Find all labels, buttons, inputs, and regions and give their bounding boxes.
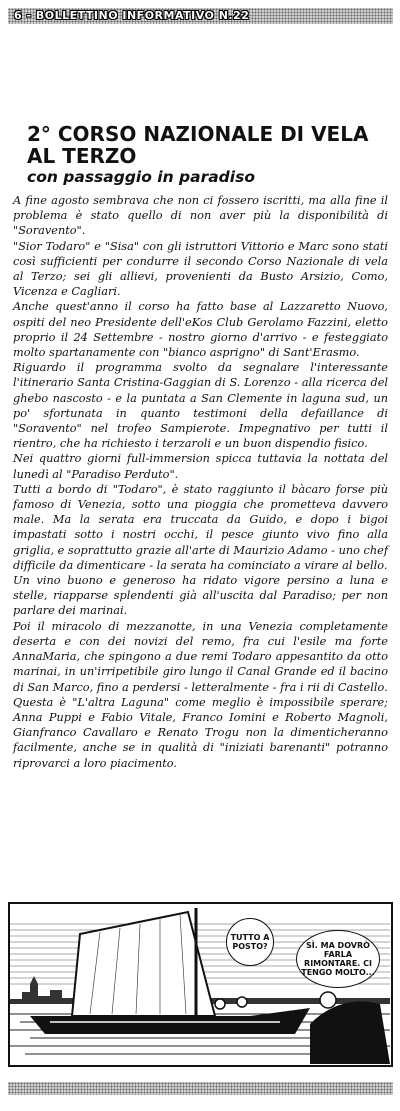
paragraph: Riguardo il programma svolto da segnalare l'interessante l'itinerario Santa Cristina-Gaggian di S. Lorenzo - alla ricerca del ghebo nascosto - e la puntata a San Clemente in laguna sud, un po' sfortunata in quanto testimoni della defaillance di "Soravento" nel trofeo Sampierote. Impegnativo per tutti il rientro, che ha richiesto i terzaroli e un buon dispendio fisico. bbox=[13, 361, 388, 451]
article-title: 2° CORSO NAZIONALE DI VELA AL TERZO bbox=[27, 122, 369, 168]
character-silhouette bbox=[310, 1002, 390, 1065]
paragraph: Tutti a bordo di "Todaro", è stato raggiunto il bàcaro forse più famoso di Venezia, sotto una pioggia che prometteva davvero male. Ma la serata era truccata da Guido, e dopo i bigoi impastati sotto i nostri occhi, il pesce giunto vivo fino alla griglia, e soprattutto grazie all'arte di Maurizio Adamo - uno chef difficile da dimenticare - la serata ha cominciato a virare al bello. bbox=[13, 482, 388, 572]
article-subtitle: con passaggio in paradiso bbox=[27, 168, 255, 186]
paragraph: Poi il miracolo di mezzanotte, in una Venezia completamente deserta e con dei novizi del remo, fra cui l'esile ma forte AnnaMaria, che spingono a due remi Todaro appesantito da otto marinai, in un'irripetibile giro lungo il Canal Grande ed il bacino di San Marco, fino a perdersi - letteralmente - fra i rii di Castello. bbox=[13, 619, 388, 694]
sailor-head bbox=[237, 997, 247, 1007]
sail bbox=[72, 912, 215, 1016]
speech-bubble-right: SÌ. MA DOVRÒ FARLA RIMONTARE. CI TENGO MOLTO... bbox=[296, 930, 380, 988]
character-head bbox=[320, 992, 336, 1008]
running-title: 6 - BOLLETTINO INFORMATIVO N.22 bbox=[14, 9, 250, 22]
paragraph: "Sior Todaro" e "Sisa" con gli istruttori Vittorio e Marc sono stati così sufficienti per condurre il secondo Corso Nazionale di vela al Terzo; sei gli allievi, provenienti da Busto Arsizio, Como, Vicenza e Cagliari. bbox=[13, 239, 388, 299]
footer-band bbox=[8, 1082, 393, 1095]
sailor-head bbox=[215, 999, 225, 1009]
speech-bubble-left: TUTTO A POSTO? bbox=[226, 918, 274, 966]
paragraph: Nei quattro giorni full-immersion spicca tuttavia la nottata del lunedì al "Paradiso Perduto". bbox=[13, 452, 388, 481]
comic-panel bbox=[8, 902, 393, 1067]
paragraph: Anche quest'anno il corso ha fatto base al Lazzaretto Nuovo, ospiti del neo Presidente dell'eKos Club Gerolamo Fazzini, eletto proprio il 24 Settembre - nostro giorno d'arrivo - e festeggiato molto spartanamente con "bianco asprigno" di Sant'Erasmo. bbox=[13, 300, 388, 360]
article-body bbox=[13, 193, 388, 771]
paragraph: Un vino buono e generoso ha ridato vigore persino a luna e stelle, riapparse splendenti già all'uscita dal Paradiso; per non parlare dei marinai. bbox=[13, 574, 388, 618]
paragraph: Questa è "L'altra Laguna" come meglio è impossibile sperare; Anna Puppi e Fabio Vitale, Franco Iomini e Roberto Magnoli, Gianfranco Cavallaro e Renato Trogu non la dimenticheranno facilmente, anche se in qualità di "iniziati barenanti" potranno riprovarci a loro piacimento. bbox=[13, 695, 388, 770]
article bbox=[13, 123, 388, 771]
paragraph: A fine agosto sembrava che non ci fossero iscritti, ma alla fine il problema è stato quello di non aver più la disponibilità di "Soravento". bbox=[13, 194, 388, 238]
